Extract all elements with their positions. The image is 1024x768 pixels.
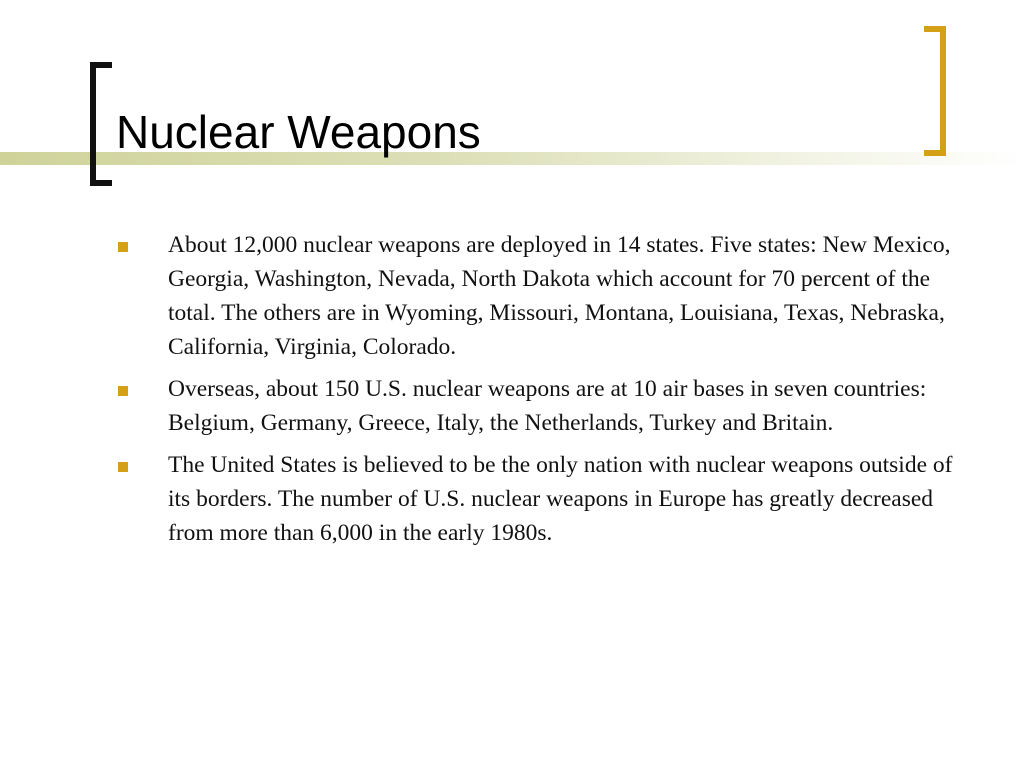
square-bullet-icon xyxy=(118,386,128,396)
bullet-list xyxy=(118,228,968,558)
bullet-item-europe xyxy=(118,448,968,550)
slide-title: Nuclear Weapons xyxy=(116,106,481,158)
right-bracket-decoration xyxy=(924,26,946,156)
bullet-text: About 12,000 nuclear weapons are deployed in 14 states. Five states: New Mexico, Georgia, Washington, Nevada, North Dakota which account for 70 percent of the total. The others are in Wyoming, Missouri, Montana, Louisiana, Texas, Nebraska, California, Virginia, Colorado. xyxy=(168,232,951,360)
square-bullet-icon xyxy=(118,242,128,252)
bullet-text: The United States is believed to be the only nation with nuclear weapons outside of its borders. The number of U.S. nuclear weapons in Europe has greatly decreased from more than 6,000 in the early 1980s. xyxy=(168,452,953,546)
bullet-text: Overseas, about 150 U.S. nuclear weapons are at 10 air bases in seven countries: Belgium, Germany, Greece, Italy, the Netherlands, Turkey and Britain. xyxy=(168,376,927,436)
bullet-item-overseas xyxy=(118,372,968,440)
bullet-item-deployment xyxy=(118,228,968,364)
left-bracket-decoration xyxy=(90,62,112,186)
square-bullet-icon xyxy=(118,462,128,472)
